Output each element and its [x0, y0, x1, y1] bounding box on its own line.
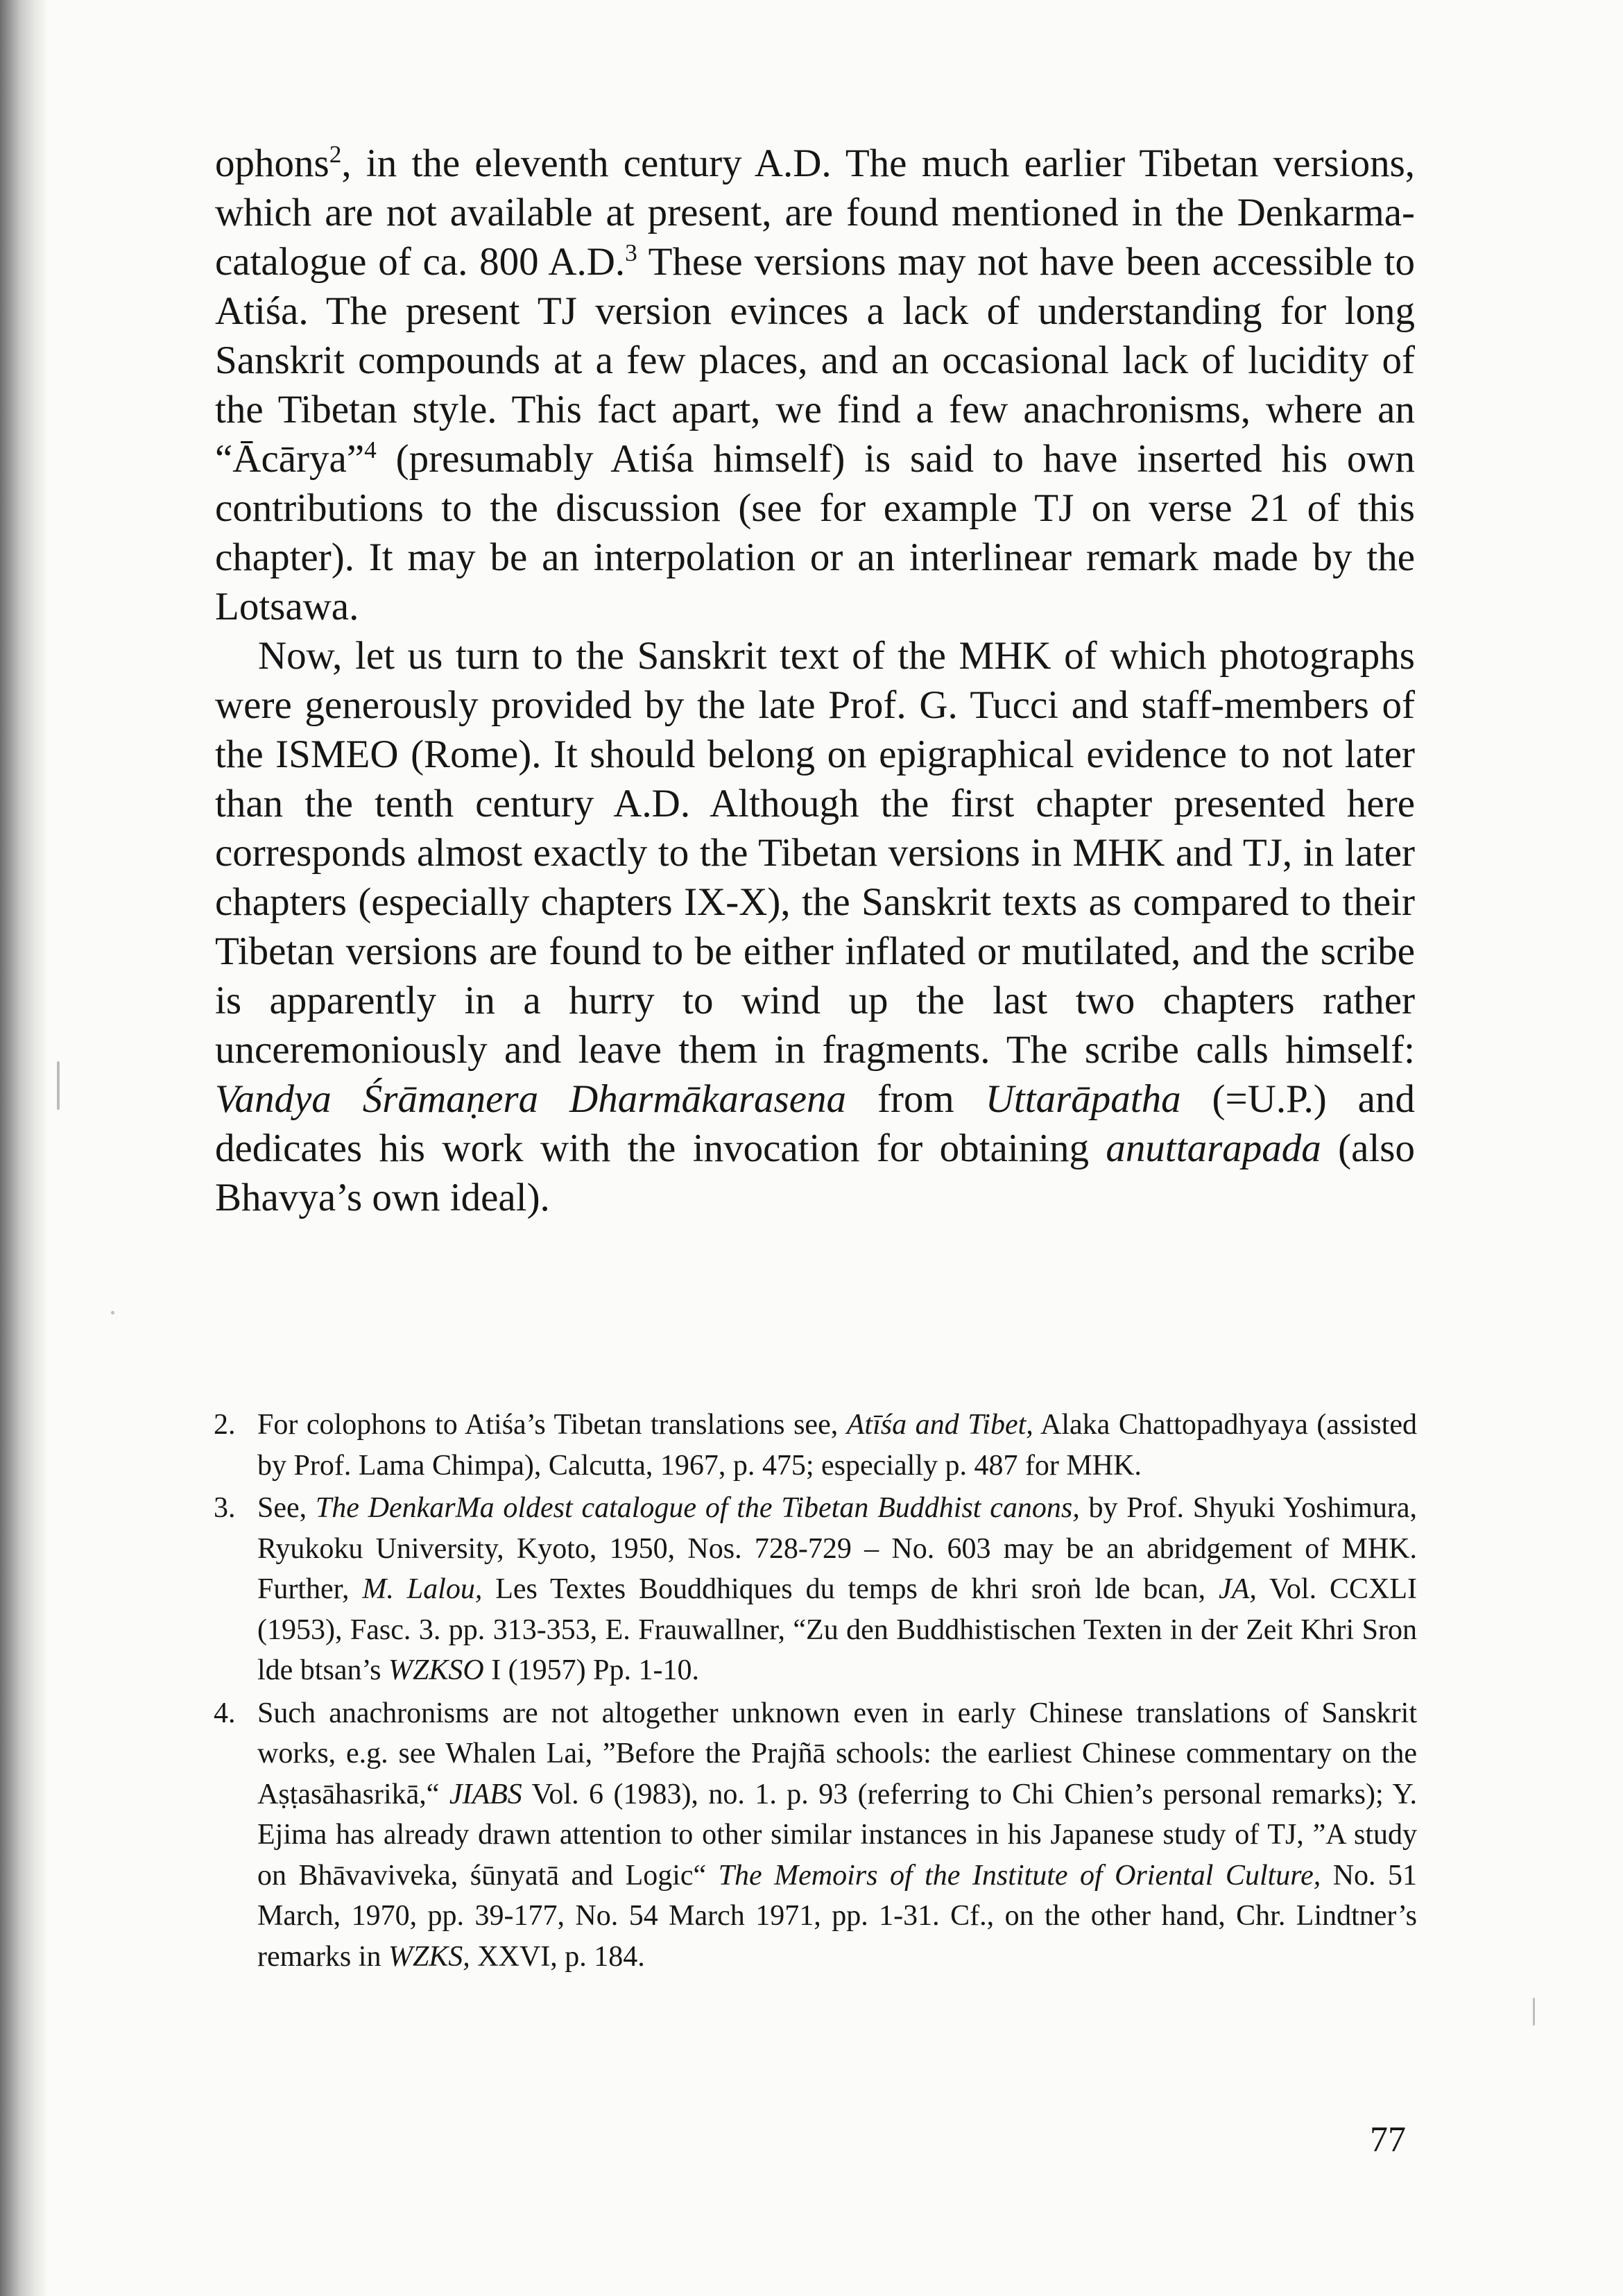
scan-speck	[57, 1061, 60, 1110]
footnotes	[214, 1405, 1417, 1979]
footnote-ref-4[interactable]: 4	[364, 436, 377, 463]
body-paragraph-2: Now, let us turn to the Sanskrit text of the MHK of which photographs were generously provided by the late Prof. G. Tucci and staff-members of the ISMEO (Rome). It should belong on epigraphical evidence to not later than the tenth century A.D. Although the first chapter presented here corresponds almost exactly to the Tibetan versions in MHK and TJ, in later chapters (especially chapters IX-X), the Sanskrit texts as compared to their Tibetan versions are found to be either inflated or mutilated, and the scribe is apparently in a hurry to wind up the last two chapters rather unceremoniously and leave them in fragments. The scribe calls himself: Vandya Śrāmaṇera Dharmākarasena from Uttarāpatha (=U.P.) and dedicates his work with the invocation for obtaining anuttarapada (also Bhavya’s own ideal).	[215, 634, 1415, 1219]
scribe-name: Vandya Śrāmaṇera Dharmākarasena	[215, 1077, 847, 1121]
main-text	[215, 139, 1415, 1222]
footnote-number: 4.	[214, 1697, 236, 1729]
footnote-number: 2.	[214, 1409, 236, 1441]
page-number: 77	[1370, 2120, 1406, 2159]
footnote-number: 3.	[214, 1492, 236, 1524]
scan-speck	[111, 1311, 114, 1314]
footnote-2: 2. For colophons to Atiśa’s Tibetan translations see, Atīśa and Tibet, Alaka Chattopadhyaya (assisted by Prof. Lama Chimpa), Calcutta, 1967, p. 475; especially p. 487 for MHK.	[214, 1405, 1417, 1486]
footnote-ref-2[interactable]: 2	[329, 141, 342, 168]
binding-shadow	[0, 0, 49, 2296]
footnote-4: 4. Such anachronisms are not altogether unknown even in early Chinese translations of Sanskrit works, e.g. see Whalen Lai, ”Before the Prajñā schools: the earliest Chinese commentary on the Aṣṭasāhasrikā,“ JIABS Vol. 6 (1983), no. 1. p. 93 (referring to Chi Chien’s personal remarks); Y. Ejima has already drawn attention to other similar instances in his Japanese study of TJ, ”A study on Bhāvaviveka, śūnyatā and Logic“ The Memoirs of the Institute of Oriental Culture, No. 51 March, 1970, pp. 39-177, No. 54 March 1971, pp. 1-31. Cf., on the other hand, Chr. Lindtner’s remarks in WZKS, XXVI, p. 184.	[214, 1693, 1417, 1978]
body-paragraph-1: ophons$^2$, in the eleventh century A.D. The much earlier Tibetan versions, which are not available at present, are found mentioned in the Denkarma-catalogue of ca. 800 A.D.$^3$ These versions may not have been accessible to Atiśa. The present TJ version evinces a lack of understanding for long Sanskrit compounds at a few places, and an occasional lack of lucidity of the Tibetan style. This fact apart, we find a few anachronisms, where an “Ācārya”$^4$ (presumably Atiśa himself) is said to have inserted his own contributions to the discussion (see for example TJ on verse 21 of this chapter). It may be an interpolation or an interlinear remark made by the Lotsawa.	[215, 141, 1415, 628]
footnote-3: 3. See, The DenkarMa oldest catalogue of the Tibetan Buddhist canons, by Prof. Shyuki Yoshimura, Ryukoku University, Kyoto, 1950, Nos. 728-729 – No. 603 may be an abridgement of MHK. Further, M. Lalou, Les Textes Bouddhiques du temps de khri sroṅ lde bcan, JA, Vol. CCXLI (1953), Fasc. 3. pp. 313-353, E. Frauwallner, “Zu den Buddhistischen Texten in der Zeit Khri Sron lde btsan’s WZKSO I (1957) Pp. 1-10.	[214, 1488, 1417, 1691]
sanskrit-term: anuttarapada	[1106, 1126, 1321, 1170]
scan-speck	[1533, 1998, 1535, 2025]
footnote-ref-3[interactable]: 3	[625, 239, 637, 266]
place-name: Uttarāpatha	[985, 1077, 1181, 1121]
